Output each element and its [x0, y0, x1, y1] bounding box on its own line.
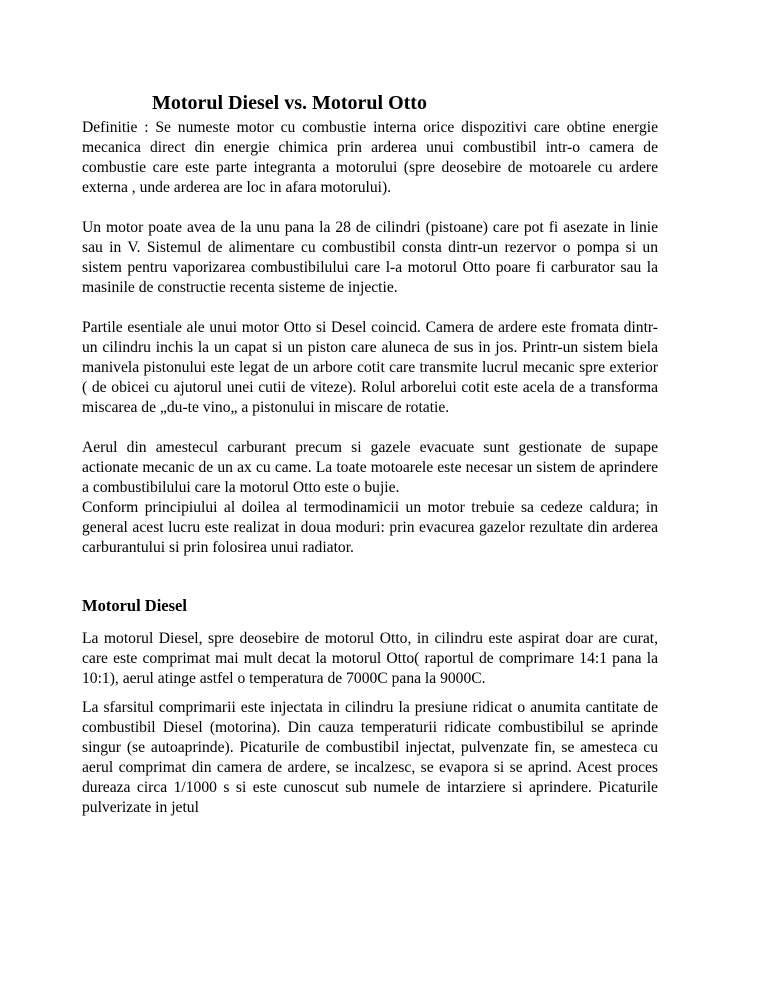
document-page — [82, 90, 658, 818]
paragraph-diesel-injection-text: La sfarsitul comprimarii este injectata in cilindru la presiune ridicat o anumita cantitate de combustibil Diesel (motorina). Din cauza temperaturii ridicate combustibilul se aprinde singur (se autoaprinde). Picaturile de combustibil injectat, pulvenzate fin, se amesteca cu aerul comprimat din camera de ardere, se incalzesc, se evapora si se aprind. Acest proces dureaza circa 1/1000 s si este cunoscut sub numele de intarziere si aprindere. — [82, 699, 658, 796]
document-title: Motorul Diesel vs. Motorul Otto — [152, 92, 427, 114]
paragraph-essential-parts: Partile esentiale ale unui motor Otto si Desel coincid. Camera de ardere este fromata dintr-un cilindru inchis la un capat si un piston care aluneca de sus in jos. Printr-un sistem biela manivela pistonului este legat de un arbore cotit care transmite lucrul mecanic spre exterior ( de obicei cu ajutorul unei cutii de viteze). Rolul arborelui cotit este acela de a transforma miscarea de „du-te vino„ a pistonului in miscare de rotatie. — [82, 319, 658, 416]
paragraph-cylinders: Un motor poate avea de la unu pana la 28 de cilindri (pistoane) care pot fi asezate in linie sau in V. Sistemul de alimentare cu combustibil consta dintr-un rezervor o pompa si un sistem pentru vaporizarea combustibilului care l-a motorul Otto poare fi carburator sau la masinile de constructie recenta sisteme de injectie. — [82, 219, 658, 296]
paragraph-air-mixture: Aerul din amestecul carburant precum si gazele evacuate sunt gestionate de supape actionate mecanic de un ax cu came. La toate motoarele este necesar un sistem de aprindere a combustibilului care la motorul Otto este o bujie. — [82, 439, 658, 496]
paragraph-definition: Definitie : Se numeste motor cu combustie interna orice dispozitivi care obtine energie mecanica direct din energie chimica prin arderea unui combustibil intr-o camera de combustie care este parte integranta a motorului (spre deosebire de motoarele cu ardere externa , unde arderea are loc in afara motorului). — [82, 119, 658, 196]
paragraph-thermodynamics: Conform principiului al doilea al termodinamicii un motor trebuie sa cedeze caldura; in general acest lucru este realizat in doua moduri: prin evacurea gazelor rezultate din arderea carburantului si prin folosirea unui radiator. — [82, 499, 658, 556]
section-heading-diesel: Motorul Diesel — [82, 596, 187, 615]
paragraph-diesel-injection-tail: Picaturile pulverizate in jetul — [82, 779, 658, 816]
paragraph-diesel-injection — [82, 698, 658, 818]
paragraph-diesel-intake: La motorul Diesel, spre deosebire de motorul Otto, in cilindru este aspirat doar are curat, care este comprimat mai mult decat la motorul Otto( raportul de comprimare 14:1 pana la 10:1), aerul atinge astfel o temperatura de 7000C pana la 9000C. — [82, 630, 658, 687]
